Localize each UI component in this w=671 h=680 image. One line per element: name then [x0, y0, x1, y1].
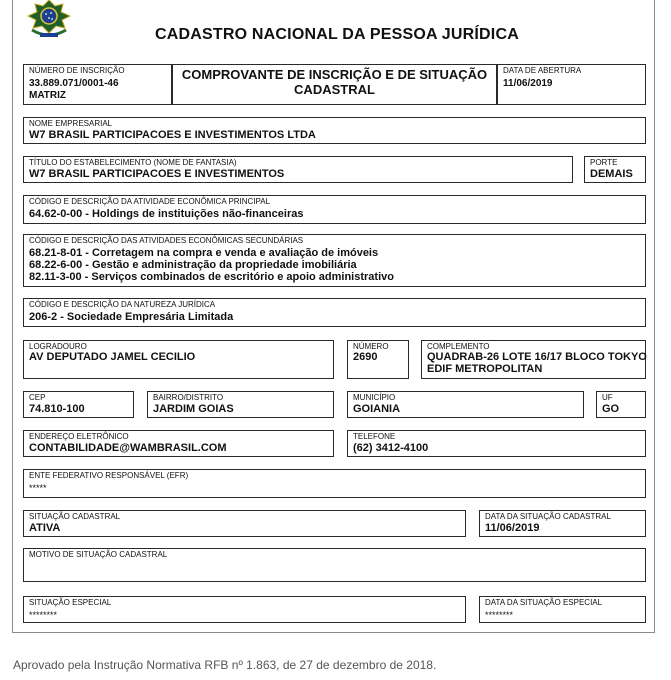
- nome-empresarial-value: W7 BRASIL PARTICIPACOES E INVESTIMENTOS LTDA: [29, 129, 316, 141]
- abertura-value: 11/06/2019: [503, 78, 553, 89]
- uf-label: UF: [602, 393, 613, 402]
- brazil-coat-of-arms-icon: [24, 0, 74, 40]
- email-box: [23, 430, 334, 457]
- email-label: ENDEREÇO ELETRÔNICO: [29, 432, 129, 441]
- municipio-label: MUNICÍPIO: [353, 393, 396, 402]
- atividades-secundarias-label: CÓDIGO E DESCRIÇÃO DAS ATIVIDADES ECONÔMICAS SECUNDÁRIAS: [29, 236, 304, 245]
- numero-box: [347, 340, 409, 379]
- logradouro-box: [23, 340, 334, 379]
- atividades-secundarias-box: [23, 234, 646, 287]
- footer-note: Aprovado pela Instrução Normativa RFB nº 1.863, de 27 de dezembro de 2018.: [13, 658, 437, 672]
- atividade-principal-value: 64.62-0-00 - Holdings de instituições não-financeiras: [29, 208, 304, 220]
- abertura-label: DATA DE ABERTURA: [503, 66, 582, 75]
- fantasia-label: TÍTULO DO ESTABELECIMENTO (NOME DE FANTASIA): [29, 158, 237, 167]
- situacao-cadastral-value: ATIVA: [29, 522, 61, 534]
- complemento-label: COMPLEMENTO: [427, 342, 490, 351]
- data-situacao-especial-value: ********: [485, 610, 514, 620]
- nome-empresarial-label: NOME EMPRESARIAL: [29, 119, 113, 128]
- uf-box: [596, 391, 646, 418]
- numero-label: NÚMERO: [353, 342, 389, 351]
- cep-box: [23, 391, 134, 418]
- cep-label: CEP: [29, 393, 46, 402]
- nome-empresarial-box: [23, 117, 646, 144]
- data-situacao-value: 11/06/2019: [485, 522, 540, 534]
- inscricao-number: 33.889.071/0001-46: [29, 78, 119, 89]
- motivo-label: MOTIVO DE SITUAÇÃO CADASTRAL: [29, 550, 168, 559]
- fantasia-box: [23, 156, 573, 183]
- efr-box: [23, 469, 646, 498]
- inscricao-label: NÚMERO DE INSCRIÇÃO: [29, 66, 125, 75]
- municipio-box: [347, 391, 584, 418]
- complemento-line1: QUADRAB-26 LOTE 16/17 BLOCO TOKYO: [427, 351, 647, 363]
- logradouro-label: LOGRADOURO: [29, 342, 87, 351]
- bairro-value: JARDIM GOIAS: [153, 403, 234, 415]
- situacao-cadastral-label: SITUAÇÃO CADASTRAL: [29, 512, 121, 521]
- municipio-value: GOIANIA: [353, 403, 401, 415]
- complemento-line2: EDIF METROPOLITAN: [427, 363, 543, 375]
- complemento-box: [421, 340, 646, 379]
- atividade-secundaria-item: 82.11-3-00 - Serviços combinados de escritório e apoio administrativo: [29, 271, 394, 283]
- efr-label: ENTE FEDERATIVO RESPONSÁVEL (EFR): [29, 471, 189, 480]
- data-situacao-especial-box: [479, 596, 646, 623]
- natureza-juridica-box: [23, 298, 646, 327]
- situacao-especial-label: SITUAÇÃO ESPECIAL: [29, 598, 112, 607]
- telefone-value: (62) 3412-4100: [353, 442, 429, 454]
- porte-box: [584, 156, 646, 183]
- comprovante-title-line2: CADASTRAL: [294, 82, 375, 97]
- situacao-cadastral-box: [23, 510, 466, 537]
- atividade-secundaria-item: 68.22-6-00 - Gestão e administração da propriedade imobiliária: [29, 259, 357, 271]
- cep-value: 74.810-100: [29, 403, 85, 415]
- page-title: CADASTRO NACIONAL DA PESSOA JURÍDICA: [155, 26, 519, 43]
- email-value: CONTABILIDADE@WAMBRASIL.COM: [29, 442, 227, 454]
- motivo-box: [23, 548, 646, 582]
- data-situacao-box: [479, 510, 646, 537]
- telefone-label: TELEFONE: [353, 432, 396, 441]
- atividade-principal-box: [23, 195, 646, 224]
- atividade-secundaria-item: 68.21-8-01 - Corretagem na compra e venda e avaliação de imóveis: [29, 247, 379, 259]
- fantasia-value: W7 BRASIL PARTICIPACOES E INVESTIMENTOS: [29, 168, 285, 180]
- situacao-especial-value: ********: [29, 610, 58, 620]
- efr-value: *****: [29, 483, 47, 493]
- bairro-label: BAIRRO/DISTRITO: [153, 393, 224, 402]
- numero-value: 2690: [353, 351, 378, 363]
- natureza-juridica-value: 206-2 - Sociedade Empresária Limitada: [29, 311, 234, 323]
- inscricao-type: MATRIZ: [29, 90, 67, 101]
- natureza-juridica-label: CÓDIGO E DESCRIÇÃO DA NATUREZA JURÍDICA: [29, 300, 216, 309]
- bairro-box: [147, 391, 334, 418]
- uf-value: GO: [602, 403, 620, 415]
- logradouro-value: AV DEPUTADO JAMEL CECILIO: [29, 351, 196, 363]
- comprovante-title-line1: COMPROVANTE DE INSCRIÇÃO E DE SITUAÇÃO: [181, 67, 488, 82]
- abertura-box: [497, 64, 646, 105]
- data-situacao-especial-label: DATA DA SITUAÇÃO ESPECIAL: [485, 598, 603, 607]
- inscricao-box: [23, 64, 172, 105]
- porte-label: PORTE: [590, 158, 618, 167]
- data-situacao-label: DATA DA SITUAÇÃO CADASTRAL: [485, 512, 611, 521]
- comprovante-box: [172, 64, 497, 105]
- porte-value: DEMAIS: [590, 168, 633, 180]
- atividade-principal-label: CÓDIGO E DESCRIÇÃO DA ATIVIDADE ECONÔMICA PRINCIPAL: [29, 197, 271, 206]
- situacao-especial-box: [23, 596, 466, 623]
- telefone-box: [347, 430, 646, 457]
